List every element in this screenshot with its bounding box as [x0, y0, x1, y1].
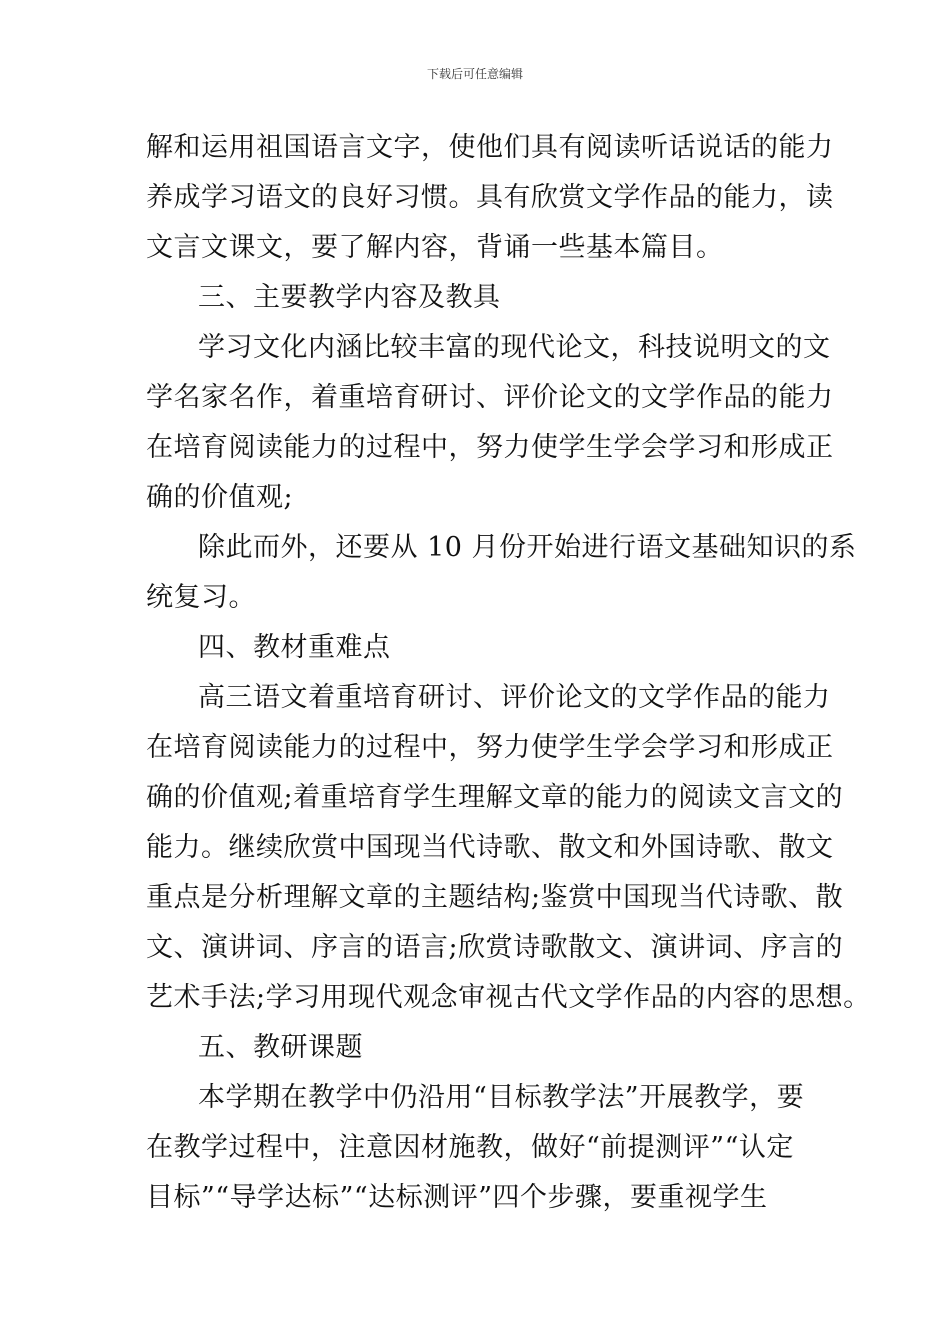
text-line: 文、演讲词、序言的语言;欣赏诗歌散文、演讲词、序言的 — [146, 932, 844, 963]
text-line: 除此而外，还要从 10 月份开始进行语文基础知识的系 — [198, 532, 857, 563]
text-line: 本学期在教学中仍沿用“目标教学法”开展教学，要 — [198, 1082, 805, 1113]
section-heading: 三、主要教学内容及教具 — [198, 282, 501, 313]
section-heading: 五、教研课题 — [198, 1032, 363, 1063]
text-line: 在培育阅读能力的过程中，努力使学生学会学习和形成正 — [146, 732, 834, 763]
text-line: 统复习。 — [146, 582, 256, 613]
text-line: 确的价值观;着重培育学生理解文章的能力的阅读文言文的 — [146, 782, 844, 813]
text-line: 能力。继续欣赏中国现当代诗歌、散文和外国诗歌、散文 — [146, 832, 834, 863]
text-line: 确的价值观; — [146, 482, 294, 513]
text-line: 养成学习语文的良好习惯。具有欣赏文学作品的能力，读 — [146, 182, 834, 213]
text-line: 重点是分析理解文章的主题结构;鉴赏中国现当代诗歌、散 — [146, 882, 844, 913]
text-line: 学名家名作，着重培育研讨、评价论文的文学作品的能力 — [146, 382, 834, 413]
text-line: 艺术手法;学习用现代观念审视古代文学作品的内容的思想。 — [146, 982, 871, 1013]
text-line: 目标”“导学达标”“达标测评”四个步骤，要重视学生 — [146, 1182, 768, 1213]
page-header: 下载后可任意编辑 — [426, 67, 523, 81]
text-line: 学习文化内涵比较丰富的现代论文，科技说明文的文 — [198, 332, 831, 363]
text-line: 高三语文着重培育研讨、评价论文的文学作品的能力 — [198, 682, 831, 713]
text-line: 解和运用祖国语言文字，使他们具有阅读听话说话的能力 — [146, 132, 834, 163]
text-line: 在培育阅读能力的过程中，努力使学生学会学习和形成正 — [146, 432, 834, 463]
section-heading: 四、教材重难点 — [198, 632, 391, 663]
text-line: 在教学过程中，注意因材施教，做好“前提测评”“认定 — [146, 1132, 794, 1163]
text-line: 文言文课文，要了解内容，背诵一些基本篇目。 — [146, 232, 724, 263]
